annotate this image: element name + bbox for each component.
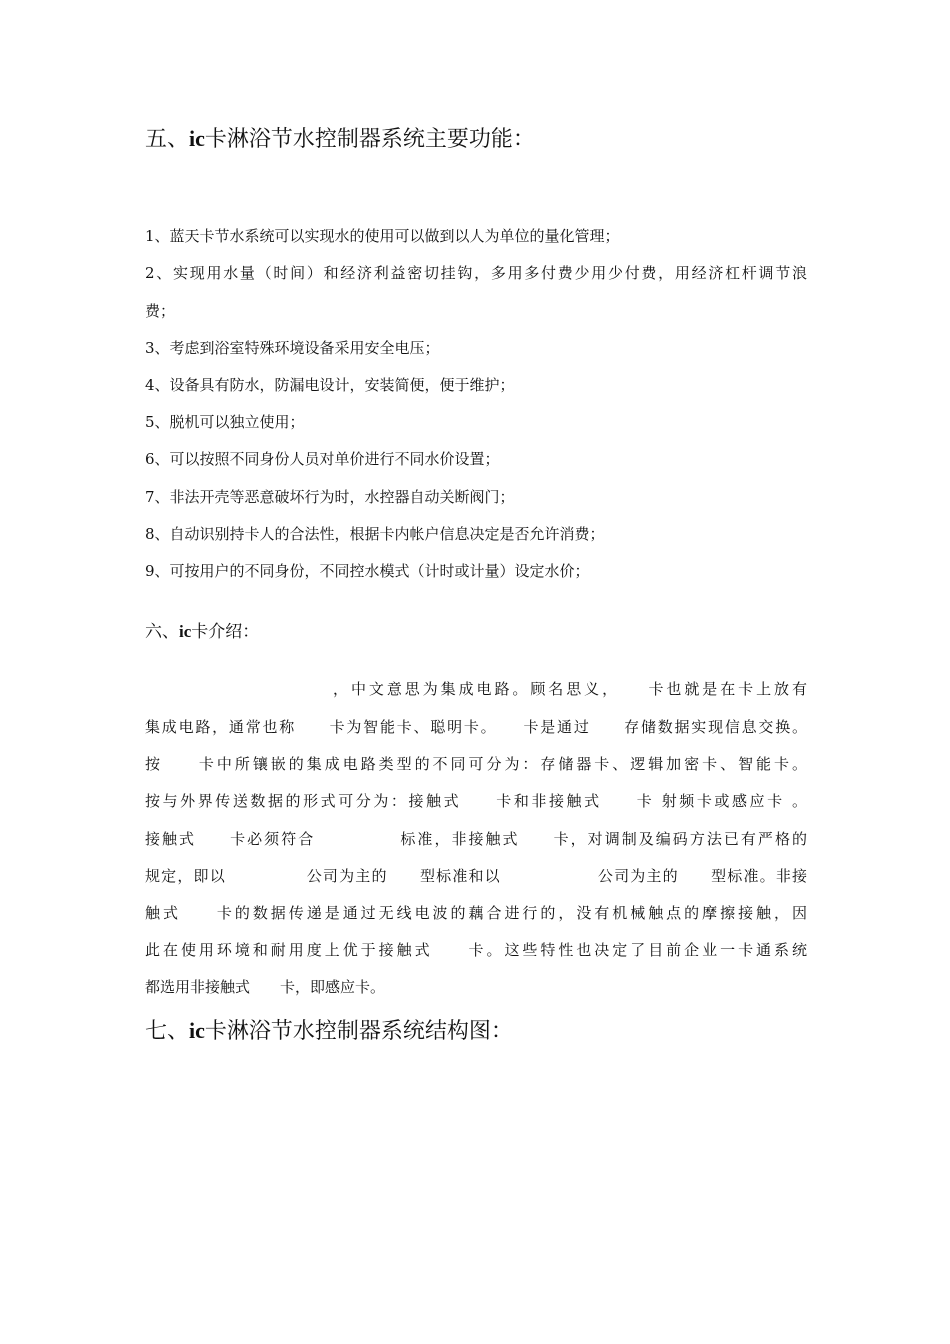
feature-item-1: 1、蓝天卡节水系统可以实现水的使用可以做到以人为单位的量化管理； <box>145 227 620 245</box>
section-7-ic: ic <box>189 1018 205 1043</box>
feature-item-4: 4、设备具有防水，防漏电设计，安装简便，便于维护； <box>145 376 515 394</box>
feature-item-9: 9、可按用户的不同身份，不同控水模式（计时或计量）设定水价； <box>145 562 590 580</box>
intro-line-6: 规定，即以 公司为主的 型标准和以 公司为主的 型标准。非接 <box>145 867 807 885</box>
intro-line-1: ，中文意思为集成电路。顾名思义， 卡也就是在卡上放有 <box>333 680 807 698</box>
section-5-ic: ic <box>189 126 205 151</box>
section-6-ic: ic <box>179 622 192 641</box>
intro-line-7: 触式 卡的数据传递是通过无线电波的藕合进行的，没有机械触点的摩擦接触，因 <box>145 904 807 922</box>
feature-item-6: 6、可以按照不同身份人员对单价进行不同水价设置； <box>145 450 500 468</box>
feature-item-3: 3、考虑到浴室特殊环境设备采用安全电压； <box>145 339 440 357</box>
intro-line-8: 此在使用环境和耐用度上优于接触式 卡。这些特性也决定了目前企业一卡通系统 <box>145 941 807 959</box>
intro-line-5: 接触式 卡必须符合 标准，非接触式 卡，对调制及编码方法已有严格的 <box>145 830 807 848</box>
feature-item-2: 2、实现用水量（时间）和经济利益密切挂钩，多用多付费少用少付费，用经济杠杆调节浪 <box>145 264 807 282</box>
section-6-heading <box>145 617 259 642</box>
section-5-title: 卡淋浴节水控制器系统主要功能： <box>204 127 535 152</box>
section-5-number: 五、 <box>145 127 190 152</box>
section-7-number: 七、 <box>145 1019 190 1044</box>
intro-line-2: 集成电路，通常也称 卡为智能卡、聪明卡。 卡是通过 存储数据实现信息交换。 <box>145 718 807 736</box>
section-7-title: 卡淋浴节水控制器系统结构图： <box>204 1019 513 1044</box>
section-7-heading <box>145 1014 513 1045</box>
feature-item-2-cont: 费； <box>145 302 176 320</box>
feature-item-8: 8、自动识别持卡人的合法性，根据卡内帐户信息决定是否允许消费； <box>145 525 605 543</box>
feature-item-7: 7、非法开壳等恶意破坏行为时，水控器自动关断阀门； <box>145 488 515 506</box>
section-5-heading <box>145 122 535 153</box>
feature-item-5: 5、脱机可以独立使用； <box>145 413 305 431</box>
section-6-title: 卡介绍： <box>191 622 260 642</box>
intro-line-3: 按 卡中所镶嵌的集成电路类型的不同可分为：存储器卡、逻辑加密卡、智能卡。 <box>145 755 807 773</box>
intro-line-4: 按与外界传送数据的形式可分为：接触式 卡和非接触式 卡 射频卡或感应卡 。 <box>145 792 807 810</box>
intro-line-9: 都选用非接触式 卡，即感应卡。 <box>145 978 386 996</box>
section-6-number: 六、 <box>145 622 179 642</box>
